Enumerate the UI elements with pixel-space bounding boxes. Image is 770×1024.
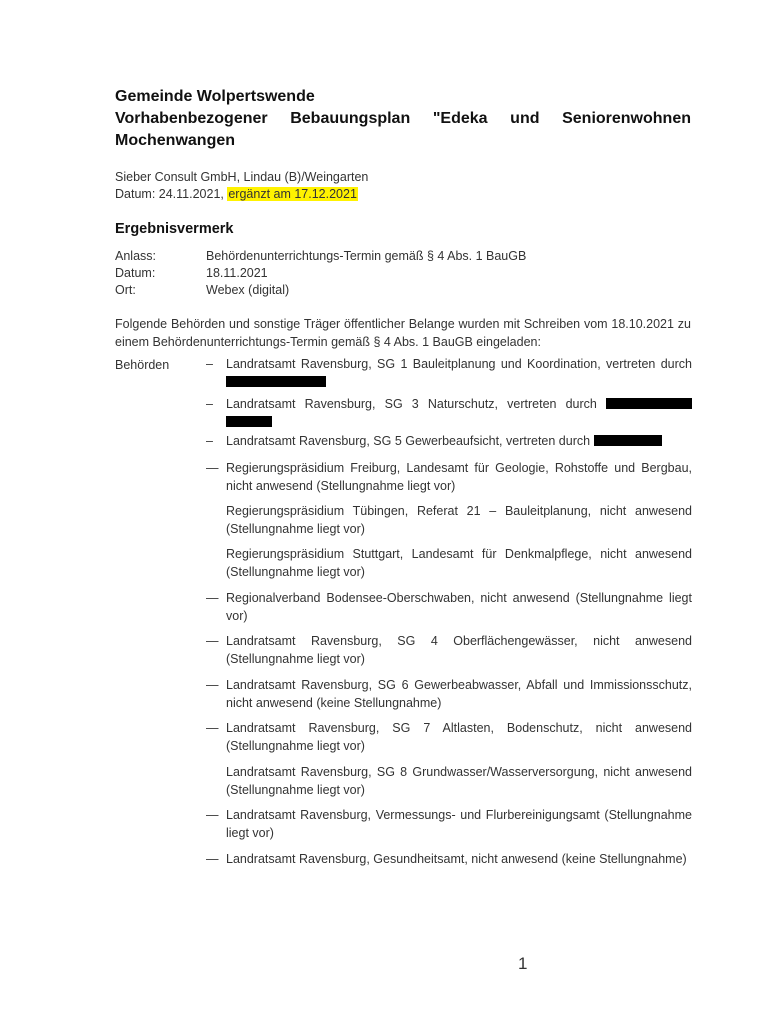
info-value: Webex (digital) [206, 283, 290, 297]
authority-item [206, 590, 692, 625]
info-value: 18.11.2021 [206, 266, 268, 280]
bullet: – [206, 357, 213, 371]
info-label: Datum: [115, 266, 156, 280]
authority-item [206, 396, 692, 431]
redaction-bar [594, 435, 662, 446]
authority-item [206, 356, 692, 391]
bullet: – [206, 434, 213, 448]
redaction-bar [606, 398, 692, 409]
authority-item [206, 503, 692, 538]
authority-item [206, 720, 692, 755]
authorities-label: Behörden [115, 358, 170, 372]
redaction-bar [226, 376, 326, 387]
authority-text: Regierungspräsidium Tübingen, Referat 21 – Bauleitplanung, nicht anwesend (Stellungnahme liegt vor) [226, 504, 692, 536]
authority-text: Landratsamt Ravensburg, SG 8 Grundwasser/Wasserversorgung, nicht anwesend (Stellungnahme liegt vor) [226, 765, 692, 797]
authority-item [206, 851, 692, 869]
authority-text: Landratsamt Ravensburg, SG 1 Bauleitplanung und Koordination, vertreten durch [226, 357, 692, 371]
authority-item [206, 764, 692, 799]
bullet: — [206, 721, 219, 735]
bullet: — [206, 678, 219, 692]
amended-date-highlight: ergänzt am 17.12.2021 [228, 187, 357, 201]
date-text: Datum: 24.11.2021, [115, 187, 228, 201]
authority-item [206, 460, 692, 495]
authority-text: Landratsamt Ravensburg, SG 5 Gewerbeaufsicht, vertreten durch [226, 434, 594, 448]
plan-title-cont: Mochenwangen [115, 132, 236, 149]
intro-paragraph: Folgende Behörden und sonstige Träger öffentlicher Belange wurden mit Schreiben vom 18.10.2021 zu einem Behördenunterrichtungs-Termin gemäß § 4 Abs. 1 BauGB eingeladen: [115, 317, 691, 349]
bullet: — [206, 461, 219, 475]
info-label: Ort: [115, 283, 136, 297]
authority-text: Regierungspräsidium Stuttgart, Landesamt für Denkmalpflege, nicht anwesend (Stellungnahme liegt vor) [226, 547, 692, 579]
author-line: Sieber Consult GmbH, Lindau (B)/Weingarten [115, 170, 369, 184]
authority-text: Regionalverband Bodensee-Oberschwaben, nicht anwesend (Stellungnahme liegt vor) [226, 591, 692, 623]
municipality-title: Gemeinde Wolpertswende [115, 88, 315, 105]
authority-text: Landratsamt Ravensburg, SG 7 Altlasten, Bodenschutz, nicht anwesend (Stellungnahme liegt vor) [226, 721, 692, 753]
section-title: Ergebnisvermerk [115, 221, 234, 237]
authority-text: Landratsamt Ravensburg, SG 3 Naturschutz, vertreten durch [226, 397, 606, 411]
authority-item [206, 807, 692, 842]
authority-text: Landratsamt Ravensburg, Vermessungs- und Flurbereinigungsamt (Stellungnahme liegt vor) [226, 808, 692, 840]
info-value: Behördenunterrichtungs-Termin gemäß § 4 Abs. 1 BauGB [206, 249, 527, 263]
authority-item [206, 546, 692, 581]
plan-title: Vorhabenbezogener Bebauungsplan "Edeka und Seniorenwohnen [115, 110, 691, 127]
page-number: 1 [518, 954, 528, 973]
bullet: — [206, 808, 219, 822]
authority-text: Landratsamt Ravensburg, SG 6 Gewerbeabwasser, Abfall und Immissionsschutz, nicht anwesend (keine Stellungnahme) [226, 678, 692, 710]
authority-item [206, 677, 692, 712]
authority-text: Landratsamt Ravensburg, Gesundheitsamt, nicht anwesend (keine Stellungnahme) [226, 852, 687, 866]
authority-item [206, 633, 692, 668]
info-label: Anlass: [115, 249, 156, 263]
authority-item [206, 433, 692, 451]
bullet: – [206, 397, 213, 411]
bullet: — [206, 634, 219, 648]
bullet: — [206, 852, 219, 866]
date-line [115, 185, 358, 203]
authority-text: Regierungspräsidium Freiburg, Landesamt für Geologie, Rohstoffe und Bergbau, nicht anwesend (Stellungnahme liegt vor) [226, 461, 692, 493]
authority-text: Landratsamt Ravensburg, SG 4 Oberflächengewässer, nicht anwesend (Stellungnahme liegt vor) [226, 634, 692, 666]
bullet: — [206, 591, 219, 605]
redaction-bar [226, 416, 272, 427]
